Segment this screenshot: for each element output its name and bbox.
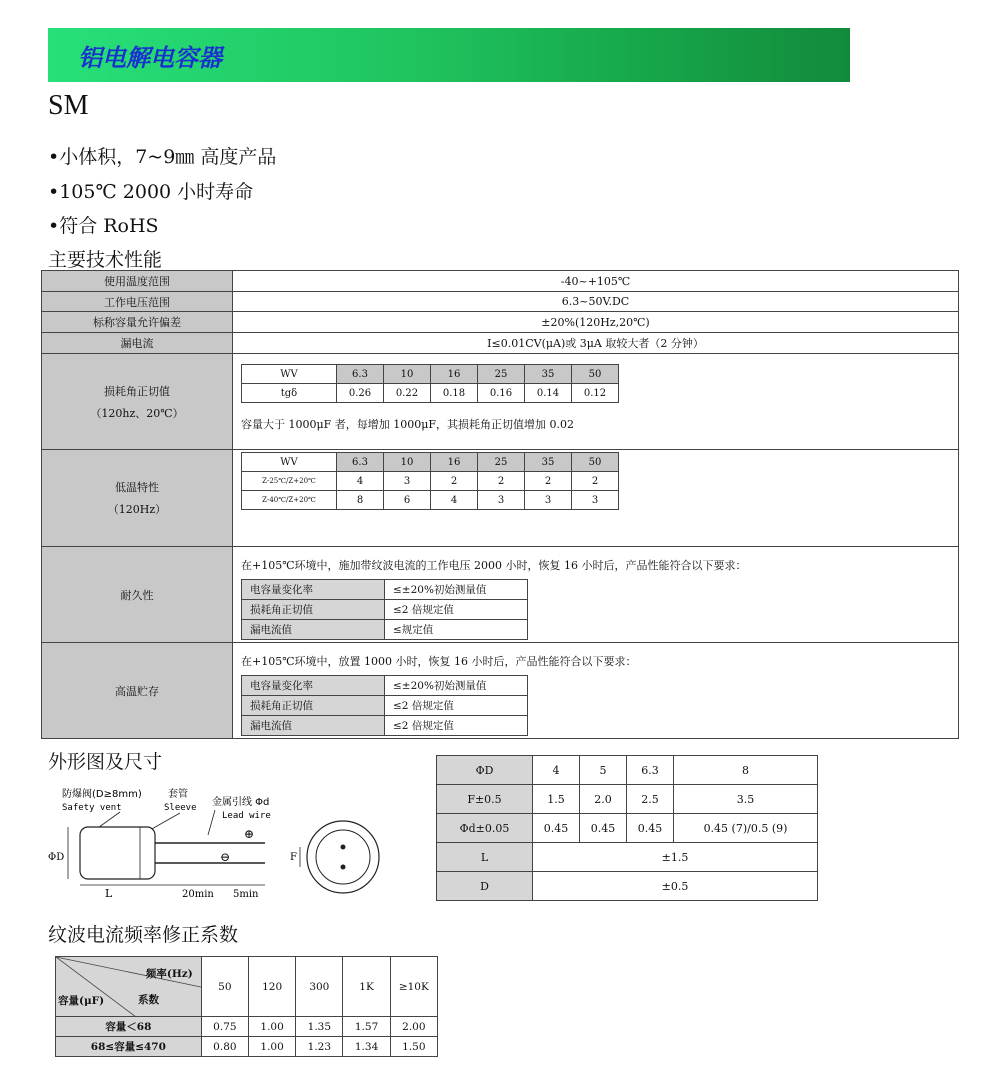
feature-item: •105℃ 2000 小时寿命	[48, 181, 254, 203]
table-row	[42, 547, 959, 643]
ripple-value: 1.00	[248, 1037, 295, 1057]
feature-item: •符合 RoHS	[48, 215, 159, 237]
spec-value: ±20%(120Hz,20℃)	[233, 312, 959, 333]
dim-header: 5	[580, 756, 627, 785]
lowtemp-value: 3	[525, 491, 572, 510]
section-title-dimensions: 外形图及尺寸	[48, 751, 163, 773]
dim-value: ±0.5	[533, 872, 818, 901]
spec-label: 高温贮存	[42, 643, 233, 739]
endurance-cell	[233, 547, 959, 643]
dim-value: 0.45	[533, 814, 580, 843]
ripple-freq: 50	[201, 957, 248, 1017]
F-dim: F	[290, 852, 297, 863]
dim-value: ±1.5	[533, 843, 818, 872]
plus-icon: ⊕	[244, 827, 255, 841]
tan-header: 35	[525, 365, 572, 384]
model-name: SM	[48, 90, 89, 121]
storage-value: ≤2 倍规定值	[385, 696, 528, 716]
ripple-table	[55, 956, 438, 1057]
capacitor-top-inner	[316, 830, 370, 884]
lowtemp-sub: （120Hz）	[107, 503, 167, 516]
lowtemp-label: 低温特性	[115, 481, 159, 494]
lowtemp-value: 2	[525, 472, 572, 491]
lowtemp-header: 10	[384, 453, 431, 472]
wire-label: 金属引线 Φd	[212, 797, 270, 808]
tan-value: 0.16	[478, 384, 525, 403]
spec-label: 漏电流	[42, 333, 233, 354]
dim-value: 0.45	[580, 814, 627, 843]
lowtemp-header: 50	[572, 453, 619, 472]
spec-value: I≤0.01CV(μA)或 3μA 取较大者（2 分钟）	[233, 333, 959, 354]
ripple-value: 1.35	[296, 1017, 343, 1037]
tan-value: 0.22	[384, 384, 431, 403]
tan-header: 50	[572, 365, 619, 384]
spec-value: 6.3~50V.DC	[233, 292, 959, 312]
table-row	[42, 333, 959, 354]
dim-header: ΦD	[437, 756, 533, 785]
minus-icon: ⊖	[220, 850, 231, 864]
storage-cell	[233, 643, 959, 739]
lowtemp-cell	[233, 450, 959, 547]
capacitor-body	[80, 827, 155, 879]
tan-row-label: tgδ	[242, 384, 337, 403]
ripple-value: 0.80	[201, 1037, 248, 1057]
tan-value: 0.12	[572, 384, 619, 403]
tan-label: 损耗角正切值	[104, 384, 170, 398]
dim-header: 4	[533, 756, 580, 785]
table-row	[42, 292, 959, 312]
dim-value: 0.45 (7)/0.5 (9)	[674, 814, 818, 843]
ripple-value: 1.23	[296, 1037, 343, 1057]
endurance-table	[241, 579, 528, 640]
ripple-freq: 1K	[343, 957, 390, 1017]
lowtemp-value: 2	[572, 472, 619, 491]
tan-header: 10	[384, 365, 431, 384]
tan-table	[241, 364, 619, 403]
lowtemp-header: 35	[525, 453, 572, 472]
spec-label: 使用温度范围	[42, 271, 233, 292]
ripple-value: 0.75	[201, 1017, 248, 1037]
tan-header: WV	[242, 365, 337, 384]
spec-label: 工作电压范围	[42, 292, 233, 312]
sleeve-label: 套管	[168, 789, 188, 800]
vent-label: 防爆阀(D≥8mm)	[62, 789, 142, 800]
storage-table	[241, 675, 528, 736]
tan-sub: （120hz、20℃）	[90, 406, 184, 420]
phiD-label: ΦD	[48, 852, 65, 863]
spec-table	[41, 270, 959, 739]
storage-value: ≤2 倍规定值	[385, 716, 528, 736]
ripple-freq: 120	[248, 957, 295, 1017]
endurance-note: 在+105℃环境中，施加带纹波电流的工作电压 2000 小时，恢复 16 小时后，产品性能符合以下要求：	[241, 559, 747, 572]
capacitor-top-outer	[307, 821, 379, 893]
tan-note: 容量大于 1000μF 者，每增加 1000μF，其损耗角正切值增加 0.02	[241, 418, 575, 431]
ripple-value: 1.50	[390, 1037, 437, 1057]
lowtemp-table	[241, 452, 619, 510]
dim-value: 2.5	[627, 785, 674, 814]
storage-key: 电容量变化率	[242, 676, 385, 696]
spec-label	[42, 354, 233, 450]
lowtemp-header: WV	[242, 453, 337, 472]
section-title-specs: 主要技术性能	[48, 249, 163, 271]
ripple-row-label: 容量＜68	[56, 1017, 202, 1037]
ripple-value: 1.57	[343, 1017, 390, 1037]
storage-note: 在+105℃环境中，放置 1000 小时，恢复 16 小时后，产品性能符合以下要求：	[241, 655, 637, 668]
spec-label: 耐久性	[42, 547, 233, 643]
table-row	[42, 312, 959, 333]
L-dim: L	[105, 887, 113, 900]
table-row	[42, 271, 959, 292]
tan-value: 0.18	[431, 384, 478, 403]
title-banner	[48, 28, 850, 82]
corner-coef: 系数	[138, 994, 159, 1006]
tan-value: 0.26	[337, 384, 384, 403]
dim-value: 1.5	[533, 785, 580, 814]
dim-5min: 5min	[233, 889, 259, 900]
endurance-key: 损耗角正切值	[242, 600, 385, 620]
storage-key: 漏电流值	[242, 716, 385, 736]
lowtemp-value: 4	[337, 472, 384, 491]
ripple-freq: 300	[296, 957, 343, 1017]
ripple-value: 1.34	[343, 1037, 390, 1057]
capacitor-drawing	[40, 785, 390, 910]
dim-value: 3.5	[674, 785, 818, 814]
section-title-ripple: 纹波电流频率修正系数	[48, 924, 239, 946]
endurance-value: ≤2 倍规定值	[385, 600, 528, 620]
spec-label	[42, 450, 233, 547]
lowtemp-row-label: Z-25℃/Z+20℃	[242, 472, 337, 491]
tan-header: 25	[478, 365, 525, 384]
dim-row-label: D	[437, 872, 533, 901]
vent-label-en: Safety vent	[62, 803, 122, 813]
lowtemp-value: 6	[384, 491, 431, 510]
lowtemp-row-label: Z-40℃/Z+20℃	[242, 491, 337, 510]
dim-row-label: L	[437, 843, 533, 872]
ripple-value: 2.00	[390, 1017, 437, 1037]
corner-freq: 频率(Hz)	[145, 968, 193, 980]
endurance-value: ≤±20%初始测量值	[385, 580, 528, 600]
ripple-value: 1.00	[248, 1017, 295, 1037]
lowtemp-header: 25	[478, 453, 525, 472]
tan-cell	[233, 354, 959, 450]
dim-value: 2.0	[580, 785, 627, 814]
tan-value: 0.14	[525, 384, 572, 403]
sleeve-label-en: Sleeve	[164, 803, 197, 813]
endurance-value: ≤规定值	[385, 620, 528, 640]
tan-header: 16	[431, 365, 478, 384]
storage-key: 损耗角正切值	[242, 696, 385, 716]
lowtemp-header: 6.3	[337, 453, 384, 472]
spec-value: -40~+105℃	[233, 271, 959, 292]
table-row	[42, 450, 959, 547]
dimension-table	[436, 755, 818, 901]
lowtemp-value: 3	[478, 491, 525, 510]
tan-header: 6.3	[337, 365, 384, 384]
ripple-corner	[56, 957, 202, 1017]
dim-20min: 20min	[182, 889, 214, 900]
dim-header: 6.3	[627, 756, 674, 785]
ripple-freq: ≥10K	[390, 957, 437, 1017]
dim-value: 0.45	[627, 814, 674, 843]
lowtemp-header: 16	[431, 453, 478, 472]
lowtemp-value: 2	[478, 472, 525, 491]
storage-value: ≤±20%初始测量值	[385, 676, 528, 696]
dim-header: 8	[674, 756, 818, 785]
lowtemp-value: 3	[384, 472, 431, 491]
lowtemp-value: 4	[431, 491, 478, 510]
endurance-key: 漏电流值	[242, 620, 385, 640]
corner-cap: 容量(μF)	[58, 995, 105, 1007]
endurance-key: 电容量变化率	[242, 580, 385, 600]
table-row	[42, 354, 959, 450]
lowtemp-value: 3	[572, 491, 619, 510]
dim-row-label: Φd±0.05	[437, 814, 533, 843]
ripple-row-label: 68≤容量≤470	[56, 1037, 202, 1057]
feature-item: •小体积，7~9㎜ 高度产品	[48, 146, 277, 168]
wire-label-en: Lead wire	[222, 811, 271, 821]
page-title: 铝电解电容器	[78, 44, 222, 72]
table-row	[42, 643, 959, 739]
lowtemp-value: 2	[431, 472, 478, 491]
dim-row-label: F±0.5	[437, 785, 533, 814]
lowtemp-value: 8	[337, 491, 384, 510]
spec-label: 标称容量允许偏差	[42, 312, 233, 333]
